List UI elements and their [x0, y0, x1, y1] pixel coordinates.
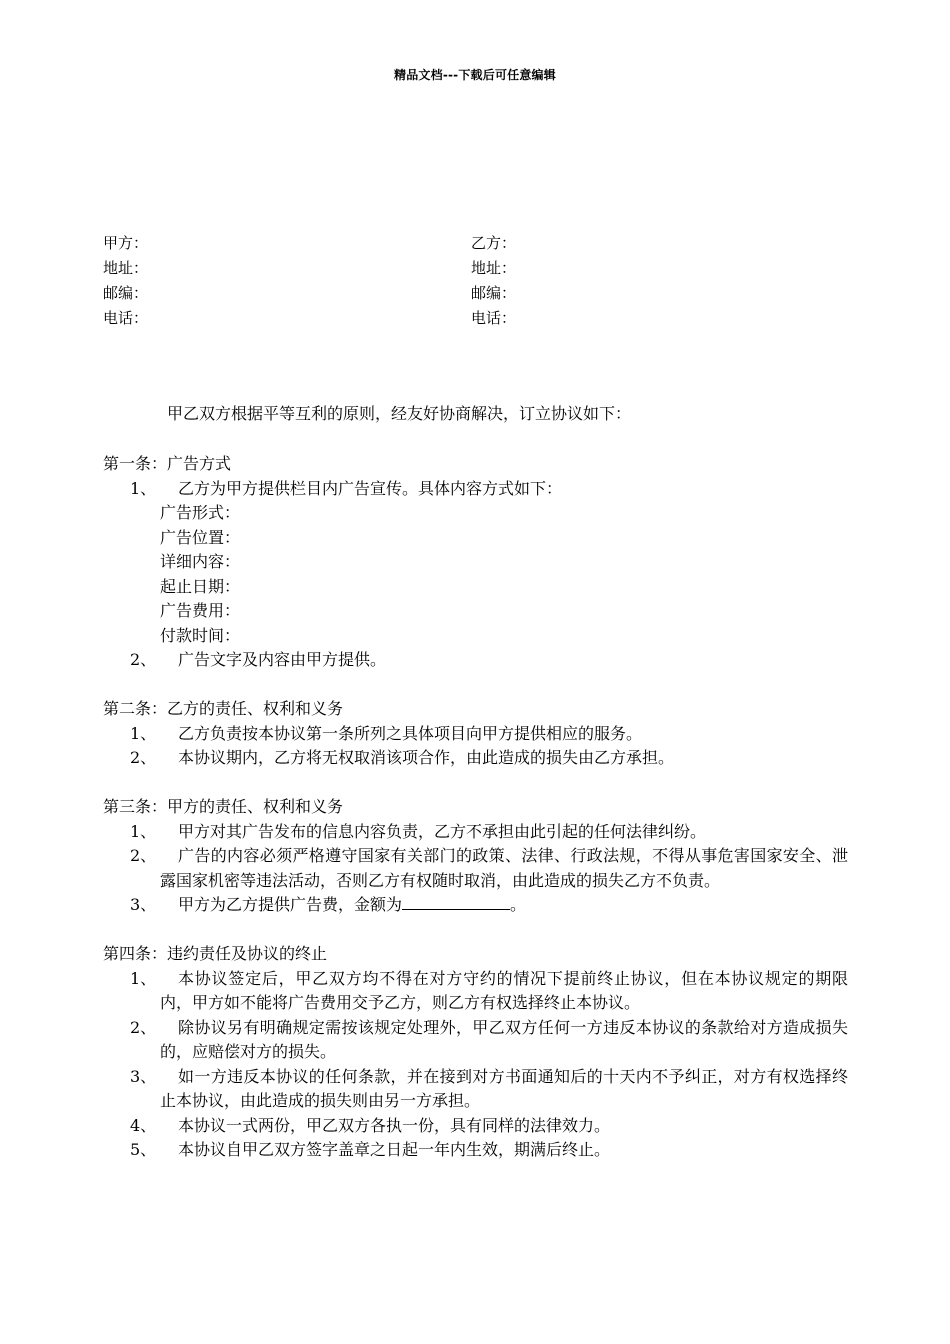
item-text: 乙方负责按本协议第一条所列之具体项目向甲方提供相应的服务。 [178, 723, 643, 743]
item-number: 4、 [130, 1115, 157, 1135]
item-number: 5、 [130, 1140, 157, 1159]
page-header: 精品文档---下载后可任意编辑 [394, 68, 556, 82]
party-a-postcode-label: 邮编： [103, 284, 149, 302]
item-number: 2、 [130, 650, 157, 669]
party-a-name-label: 甲方： [103, 234, 149, 252]
party-b-block [471, 231, 516, 331]
item-text: 本协议期内，乙方将无权取消该项合作，由此造成的损失由乙方承担。 [178, 748, 675, 767]
field-ad-fee: 广告费用： [160, 601, 241, 620]
item-text: 本协议自甲乙双方签字盖章之日起一年内生效，期满后终止。 [178, 1140, 611, 1159]
item-text: 广告的内容必须严格遵守国家有关部门的政策、法律、行政法规，不得从事危害国家安全、泄露国家机密等违法活动，否则乙方有权随时取消，由此造成的损失乙方不负责。 [160, 846, 848, 890]
field-ad-position: 广告位置： [160, 527, 241, 547]
contract-body [103, 452, 848, 1163]
item-number: 3、 [130, 895, 157, 914]
article-4-item-1 [103, 967, 848, 1016]
article-1-title: 第一条：广告方式 [103, 454, 232, 473]
party-b-address-label: 地址： [471, 259, 517, 277]
article-1-item-2 [103, 648, 848, 673]
article-4-item-3 [103, 1065, 848, 1114]
item-number: 1、 [130, 478, 157, 498]
article-4-title: 第四条：违约责任及协议的终止 [103, 944, 328, 963]
article-2-item-2 [103, 746, 848, 771]
article-4-item-4 [103, 1114, 848, 1139]
intro-paragraph: 甲乙双方根据平等互利的原则，经友好协商解决，订立协议如下： [167, 404, 632, 423]
article-3-item-2 [103, 844, 848, 893]
article-4-item-5 [103, 1138, 848, 1163]
article-4-item-2 [103, 1016, 848, 1065]
party-b-name-label: 乙方： [471, 234, 517, 252]
item-text-end: 。 [510, 895, 527, 914]
item-number: 1、 [130, 968, 157, 988]
field-details: 详细内容： [160, 552, 241, 571]
item-number: 2、 [130, 1017, 157, 1037]
item-text: 本协议签定后，甲乙双方均不得在对方守约的情况下提前终止协议，但在本协议规定的期限内，甲方如不能将广告费用交予乙方，则乙方有权选择终止本协议。 [160, 968, 848, 1012]
field-date-range: 起止日期： [160, 576, 241, 596]
amount-blank-line [402, 893, 510, 910]
item-text: 甲方为乙方提供广告费，金额为 [178, 895, 403, 914]
party-a-address-label: 地址： [103, 259, 149, 277]
item-number: 2、 [130, 748, 157, 767]
party-a-phone-label: 电话： [103, 309, 149, 327]
article-1-item-1 [103, 477, 848, 502]
article-3-title: 第三条：甲方的责任、权利和义务 [103, 797, 344, 816]
field-payment-time: 付款时间： [160, 625, 241, 645]
item-number: 3、 [130, 1066, 157, 1086]
article-3-item-1 [103, 820, 848, 845]
article-2-item-1 [103, 722, 848, 747]
field-ad-form: 广告形式： [160, 503, 241, 522]
party-a-block [103, 231, 148, 331]
item-number: 1、 [130, 821, 157, 841]
item-text: 乙方为甲方提供栏目内广告宣传。具体内容方式如下： [178, 478, 563, 498]
item-number: 2、 [130, 846, 157, 865]
item-text: 本协议一式两份，甲乙双方各执一份，具有同样的法律效力。 [178, 1115, 611, 1135]
party-b-phone-label: 电话： [471, 309, 517, 327]
article-3-item-3 [103, 893, 848, 918]
item-text: 如一方违反本协议的任何条款，并在接到对方书面通知后的十天内不予纠正，对方有权选择终止本协议，由此造成的损失则由另一方承担。 [160, 1066, 848, 1110]
party-b-postcode-label: 邮编： [471, 284, 517, 302]
article-2-title: 第二条：乙方的责任、权利和义务 [103, 699, 344, 718]
item-text: 除协议另有明确规定需按该规定处理外，甲乙双方任何一方违反本协议的条款给对方造成损失的，应赔偿对方的损失。 [160, 1017, 848, 1061]
item-text: 广告文字及内容由甲方提供。 [178, 650, 387, 669]
item-text: 甲方对其广告发布的信息内容负责，乙方不承担由此引起的任何法律纠纷。 [178, 821, 707, 841]
item-number: 1、 [130, 723, 157, 743]
